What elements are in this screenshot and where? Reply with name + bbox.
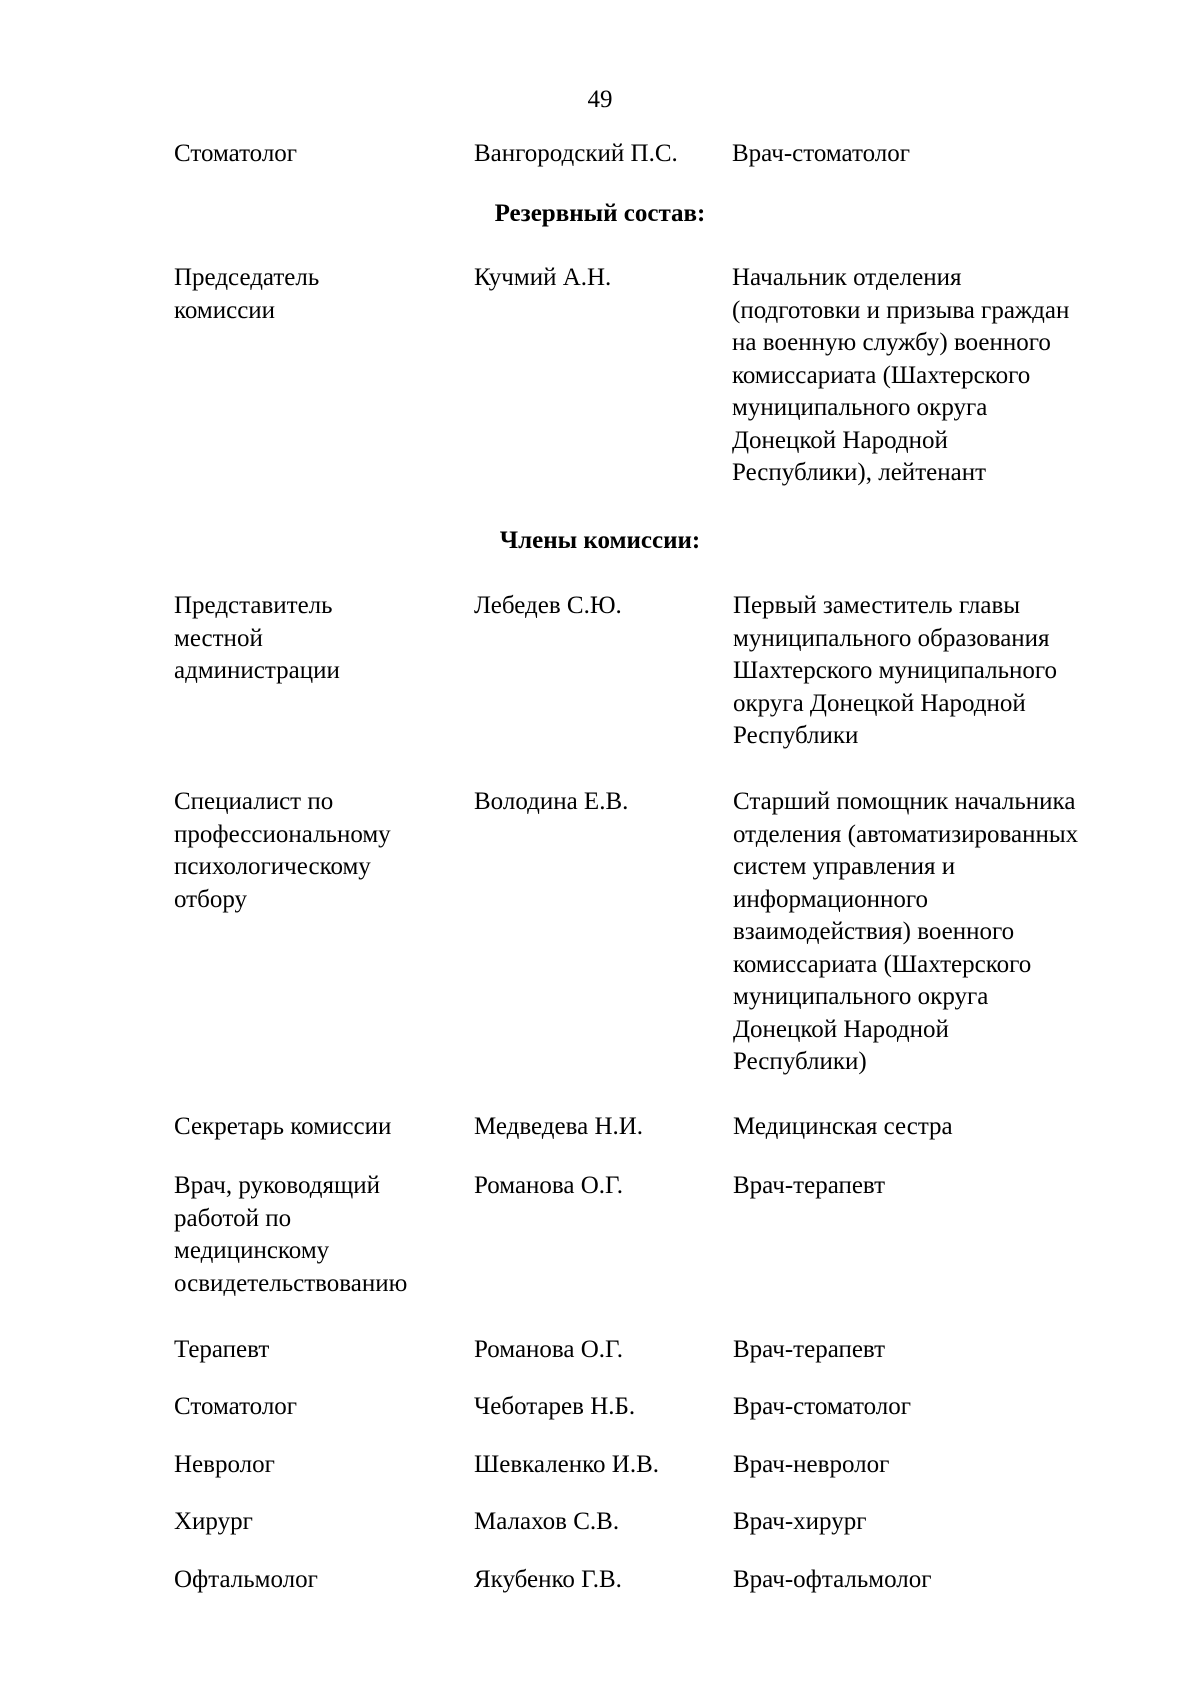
position-line: Республики bbox=[733, 722, 859, 749]
role-line: отбору bbox=[174, 885, 247, 913]
members-heading: Члены комиссии: bbox=[499, 527, 701, 554]
position-line: Шахтерского муниципального bbox=[733, 657, 1057, 684]
member-role bbox=[174, 1334, 454, 1367]
member-position bbox=[733, 1170, 1153, 1203]
position-line: Старший помощник начальника bbox=[733, 788, 1076, 815]
position-line: Республики), лейтенант bbox=[732, 459, 986, 486]
role-line: работой по bbox=[174, 1204, 292, 1232]
role-line: комиссии bbox=[174, 296, 276, 324]
position-line: систем управления и bbox=[733, 853, 956, 880]
role-line: Стоматолог bbox=[174, 1393, 298, 1420]
role-line: Специалист по bbox=[174, 788, 334, 815]
position-line: муниципального округа bbox=[733, 983, 989, 1010]
member-position bbox=[733, 786, 1153, 1079]
role-line: Председатель bbox=[174, 264, 320, 291]
role-line: медицинскому bbox=[174, 1237, 330, 1264]
position-line: округа Донецкой Народной bbox=[733, 689, 1026, 717]
member-role bbox=[174, 786, 454, 916]
position-line: Врач-терапевт bbox=[733, 1172, 886, 1199]
page-number: 49 bbox=[587, 86, 613, 113]
position-line: Врач-терапевт bbox=[733, 1336, 886, 1363]
member-role: Стоматолог bbox=[174, 140, 298, 167]
position-line: Донецкой Народной bbox=[733, 1015, 949, 1043]
member-role bbox=[174, 590, 454, 688]
role-line: Офтальмолог bbox=[174, 1566, 318, 1593]
member-role bbox=[174, 1506, 454, 1539]
member-role bbox=[174, 1564, 454, 1597]
role-line: профессиональному bbox=[174, 820, 391, 848]
role-line: Секретарь комиссии bbox=[174, 1113, 392, 1140]
position-line: комиссариата (Шахтерского bbox=[732, 361, 1031, 389]
member-name: Шевкаленко И.В. bbox=[474, 1451, 660, 1478]
member-role bbox=[174, 1111, 454, 1144]
member-name: Вангородский П.С. bbox=[474, 140, 678, 167]
member-name: Якубенко Г.В. bbox=[474, 1566, 622, 1593]
position-line: муниципального округа bbox=[732, 394, 988, 421]
member-name: Малахов С.В. bbox=[474, 1508, 620, 1535]
member-role bbox=[174, 1170, 454, 1300]
position-line: Медицинская сестра bbox=[733, 1113, 953, 1140]
role-line: психологическому bbox=[174, 853, 371, 880]
member-position bbox=[733, 1391, 1153, 1424]
member-role bbox=[174, 1391, 454, 1424]
role-line: администрации bbox=[174, 657, 340, 684]
position-line: информационного bbox=[733, 885, 928, 913]
reserve-heading: Резервный состав: bbox=[494, 200, 706, 227]
member-role bbox=[174, 262, 454, 327]
position-line: (подготовки и призыва граждан bbox=[732, 296, 1070, 324]
member-position bbox=[733, 1111, 1153, 1144]
position-line: Начальник отделения bbox=[732, 264, 962, 291]
member-name: Чеботарев Н.Б. bbox=[474, 1393, 636, 1420]
member-name: Лебедев С.Ю. bbox=[474, 592, 622, 619]
position-line: отделения (автоматизированных bbox=[733, 820, 1079, 848]
role-line: Представитель bbox=[174, 592, 333, 619]
member-name: Кучмий А.Н. bbox=[474, 264, 612, 291]
position-line: Донецкой Народной bbox=[732, 426, 948, 454]
position-line: Первый заместитель главы bbox=[733, 592, 1021, 619]
position-line: Врач-невролог bbox=[733, 1451, 890, 1478]
position-line: муниципального образования bbox=[733, 624, 1050, 652]
member-position bbox=[733, 1506, 1153, 1539]
member-position bbox=[733, 1449, 1153, 1482]
member-position bbox=[733, 590, 1153, 753]
member-position bbox=[733, 1564, 1153, 1597]
member-name: Романова О.Г. bbox=[474, 1172, 623, 1199]
position-line: Республики) bbox=[733, 1048, 867, 1075]
position-line: Врач-хирург bbox=[733, 1508, 867, 1535]
position-line: Врач-стоматолог bbox=[733, 1393, 911, 1420]
member-name: Медведева Н.И. bbox=[474, 1113, 644, 1140]
position-line: на военную службу) военного bbox=[732, 329, 1051, 356]
role-line: местной bbox=[174, 624, 263, 652]
position-line: взаимодействия) военного bbox=[733, 918, 1015, 945]
member-name: Володина Е.В. bbox=[474, 788, 629, 815]
position-line: комиссариата (Шахтерского bbox=[733, 950, 1032, 978]
member-position bbox=[732, 262, 1152, 490]
role-line: освидетельствованию bbox=[174, 1269, 408, 1297]
role-line: Хирург bbox=[174, 1508, 253, 1535]
member-position bbox=[733, 1334, 1153, 1367]
position-line: Врач-офтальмолог bbox=[733, 1566, 932, 1593]
role-line: Врач, руководящий bbox=[174, 1172, 381, 1199]
member-role bbox=[174, 1449, 454, 1482]
role-line: Терапевт bbox=[174, 1336, 270, 1363]
member-position: Врач-стоматолог bbox=[732, 140, 910, 167]
member-name: Романова О.Г. bbox=[474, 1336, 623, 1363]
role-line: Невролог bbox=[174, 1451, 275, 1478]
